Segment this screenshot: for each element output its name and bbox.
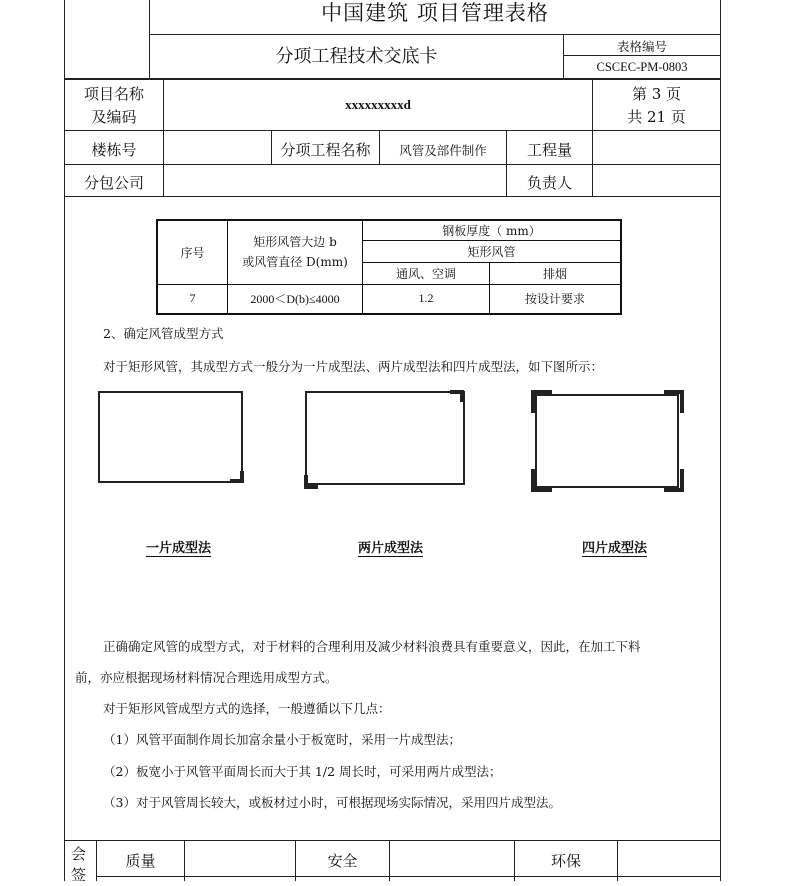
row-smoke: 按设计要求 <box>490 284 622 314</box>
building-label: 楼栋号 <box>91 141 137 159</box>
four-piece-diagram <box>530 389 686 493</box>
col-smoke-header: 排烟 <box>490 262 622 284</box>
para1-line1: 正确确定风管的成型方式，对于材料的合理利用及减少材料浪费具有重要意义，因此，在加工下料 <box>103 639 641 654</box>
project-label-line1: 项目名称 <box>83 85 144 103</box>
point-1: （1）风管平面制作周长加富余量小于板宽时，采用一片成型法； <box>103 732 461 747</box>
form-title: 分项工程技术交底卡 <box>275 46 438 67</box>
subitem-value: 风管及部件制作 <box>399 143 487 158</box>
frame-left <box>64 0 65 881</box>
point-2: （2）板宽小于风管平面周长而大于其 1/2 周长时，可采用两片成型法； <box>103 764 502 779</box>
col-rect-header: 矩形风管 <box>363 240 622 262</box>
col-size-line2: 或风管直径 D(mm) <box>242 255 348 270</box>
safety-label: 安全 <box>327 852 358 870</box>
project-value: xxxxxxxxxd <box>345 97 411 112</box>
page-total: 共 21 页 <box>627 108 686 126</box>
one-piece-diagram <box>96 389 248 485</box>
frame-right <box>720 0 721 881</box>
caption-two-piece: 两片成型法 <box>358 541 424 556</box>
steel-thickness-table <box>156 219 622 315</box>
company-title: 中国建筑 项目管理表格 <box>321 1 549 25</box>
quality-label: 质量 <box>125 852 156 870</box>
form-code: CSCEC-PM-0803 <box>596 60 688 74</box>
intro-text: 对于矩形风管，其成型方式一般分为一片成型法、两片成型法和四片成型法，如下图所示： <box>103 359 604 374</box>
subitem-label: 分项工程名称 <box>280 141 371 159</box>
para1-line2: 前，亦应根据现场材料情况合理选用成型方式。 <box>75 670 338 685</box>
environment-label: 环保 <box>550 852 581 870</box>
caption-four-piece: 四片成型法 <box>582 541 648 556</box>
table-row <box>157 284 621 314</box>
row-size: 2000＜D(b)≤4000 <box>228 284 363 314</box>
sign-label: 会签 <box>71 845 87 884</box>
section-heading: 2、确定风管成型方式 <box>103 326 224 341</box>
subcontractor-label: 分包公司 <box>83 174 144 192</box>
para2: 对于矩形风管成型方式的选择，一般遵循以下几点： <box>103 701 391 716</box>
col-size-line1: 矩形风管大边 b <box>253 235 337 250</box>
point-3: （3）对于风管周长较大，或板材过小时，可根据现场实际情况，采用四片成型法。 <box>103 795 561 810</box>
form-code-label: 表格编号 <box>616 39 667 54</box>
two-piece-diagram <box>302 389 470 491</box>
quantity-label: 工程量 <box>526 141 572 159</box>
responsible-label: 负责人 <box>526 174 572 192</box>
project-label-line2: 及编码 <box>91 108 137 126</box>
row-no: 7 <box>157 284 228 314</box>
page-current: 第 3 页 <box>631 85 682 103</box>
caption-one-piece: 一片成型法 <box>146 541 212 556</box>
col-no-header: 序号 <box>157 220 228 284</box>
col-thickness-header: 钢板厚度（ mm） <box>363 220 622 240</box>
col-ventilation-header: 通风、空调 <box>363 262 490 284</box>
row-ventilation: 1.2 <box>363 284 490 314</box>
col-size-header <box>228 220 363 284</box>
